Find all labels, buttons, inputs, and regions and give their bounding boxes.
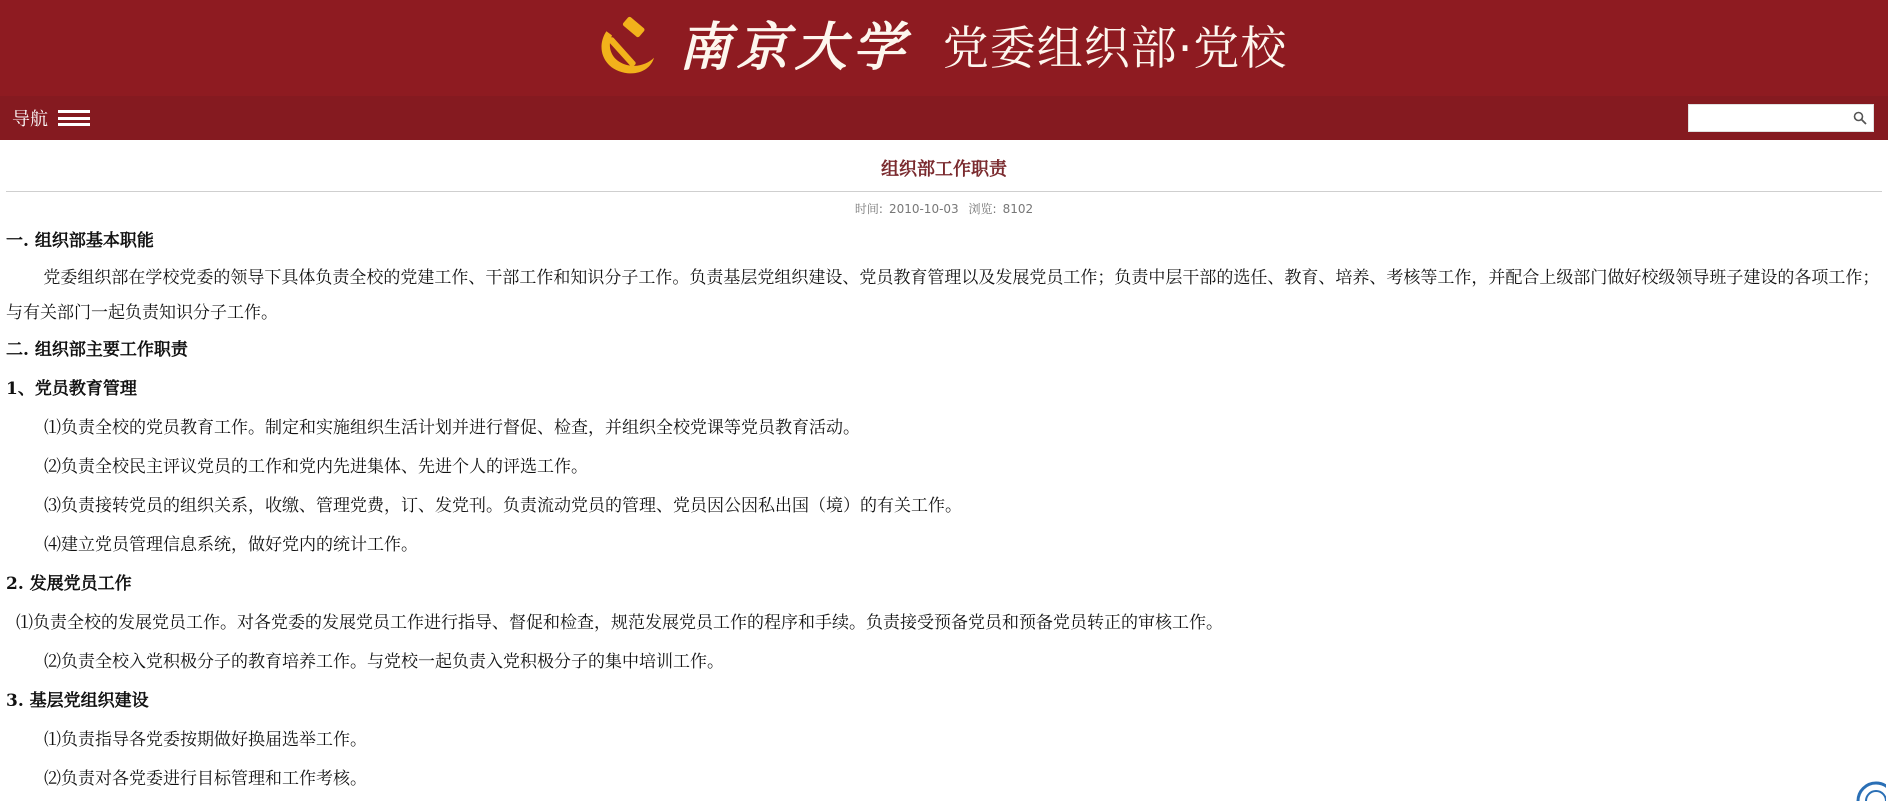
section-heading: 一. 组织部基本职能 xyxy=(6,231,154,251)
party-emblem-icon xyxy=(591,13,661,83)
list-item: ⑴负责指导各党委按期做好换届选举工作。 xyxy=(44,730,367,750)
nav-label: 导航 xyxy=(12,109,48,130)
list-item: ⑷建立党员管理信息系统，做好党内的统计工作。 xyxy=(44,535,418,555)
article-body xyxy=(6,222,1882,799)
article-container xyxy=(0,140,1888,799)
list-item: ⑴负责全校的党员教育工作。制定和实施组织生活计划并进行督促、检查，并组织全校党课等党员教育活动。 xyxy=(44,418,860,438)
site-brand[interactable] xyxy=(591,13,1288,83)
list-item: ⑶负责接转党员的组织关系，收缴、管理党费，订、发党刊。负责流动党员的管理、党员因公因私出国（境）的有关工作。 xyxy=(44,496,962,516)
search-box xyxy=(1688,104,1874,132)
paragraph: 党委组织部在学校党委的领导下具体负责全校的党建工作、干部工作和知识分子工作。负责基层党组织建设、党员教育管理以及发展党员工作；负责中层干部的选任、教育、培养、考核等工作，并配合上级部门做好校级领导班子建设的各项工作；与有关部门一起负责知识分子工作。 xyxy=(6,268,1880,323)
subsection-heading: 1、党员教育管理 xyxy=(6,379,137,399)
list-item: ⑵负责全校民主评议党员的工作和党内先进集体、先进个人的评选工作。 xyxy=(44,457,588,477)
hamburger-menu-icon xyxy=(58,110,90,126)
views-label: 浏览: xyxy=(968,202,997,216)
list-item: ⑵负责对各党委进行目标管理和工作考核。 xyxy=(44,769,367,789)
nav-menu-toggle[interactable] xyxy=(12,105,90,131)
university-name: 南京大学 xyxy=(678,17,911,78)
list-item: ⑴负责全校的发展党员工作。对各党委的发展党员工作进行指导、督促和检查，规范发展党员工作的程序和手续。负责接受预备党员和预备党员转正的审核工作。 xyxy=(16,613,1223,633)
subsection-heading: 3. 基层党组织建设 xyxy=(6,691,149,711)
article-meta xyxy=(6,200,1882,218)
time-label: 时间: xyxy=(854,202,883,216)
search-icon[interactable] xyxy=(1853,111,1867,125)
article-title: 组织部工作职责 xyxy=(6,140,1882,192)
subsection-heading: 2. 发展党员工作 xyxy=(6,574,132,594)
department-name: 党委组织部·党校 xyxy=(942,21,1288,75)
time-value: 2010-10-03 xyxy=(888,202,959,216)
section-heading: 二. 组织部主要工作职责 xyxy=(6,340,188,360)
list-item: ⑵负责全校入党积极分子的教育培养工作。与党校一起负责入党积极分子的集中培训工作。 xyxy=(44,652,724,672)
search-input[interactable] xyxy=(1689,105,1873,131)
views-value: 8102 xyxy=(1002,202,1034,216)
site-header xyxy=(0,0,1888,96)
navigation-bar xyxy=(0,96,1888,140)
corner-badge-icon[interactable] xyxy=(1852,779,1886,801)
